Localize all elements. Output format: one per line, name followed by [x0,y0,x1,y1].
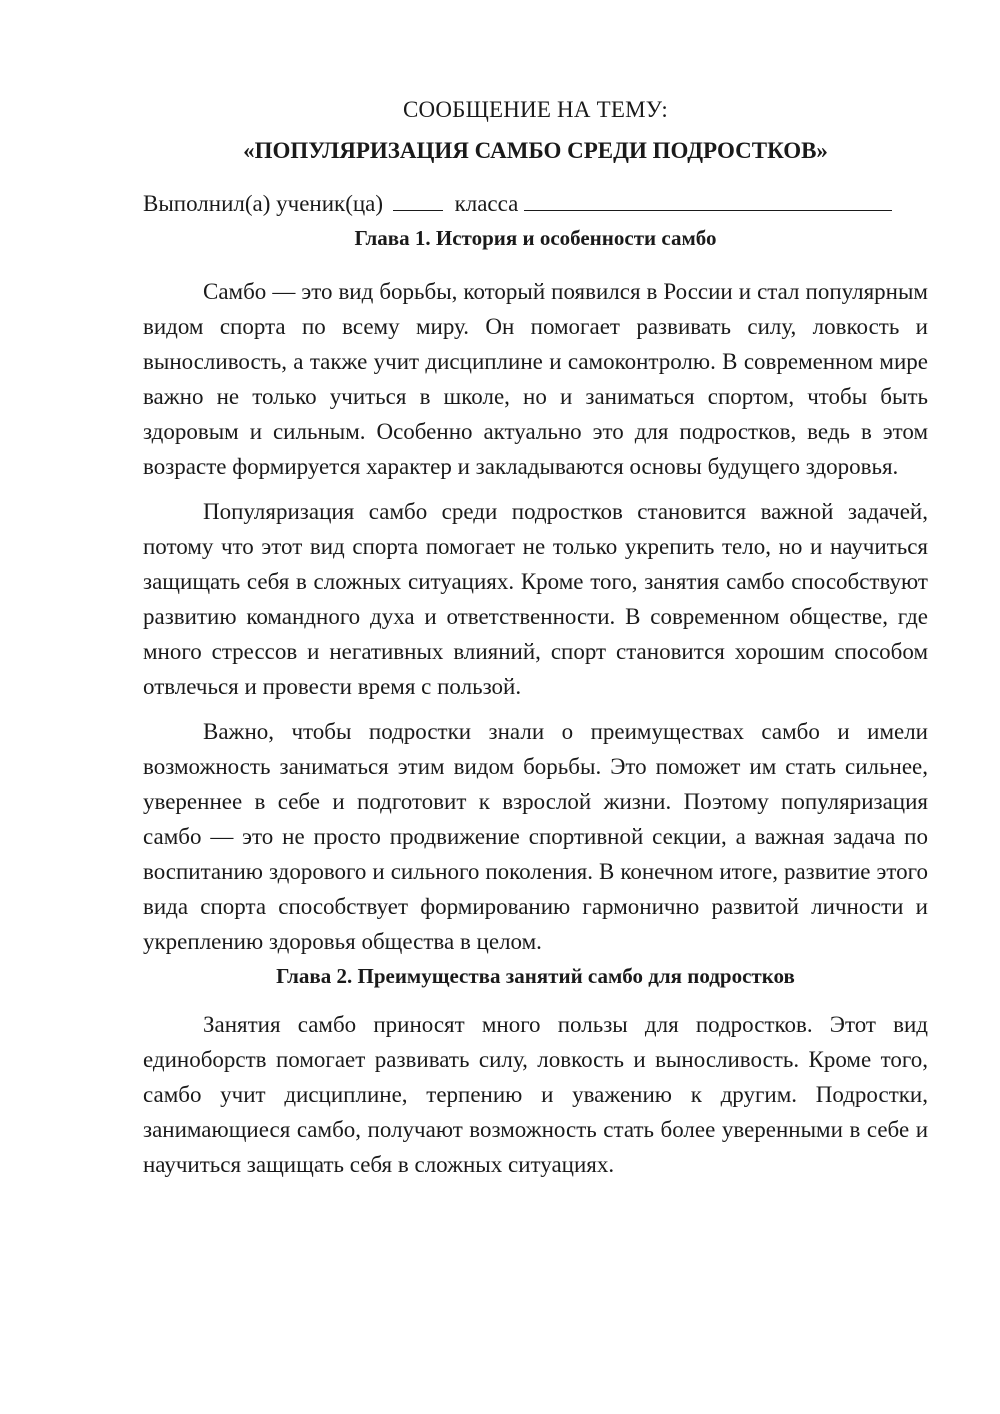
document-body [143,92,928,1182]
document-title: «ПОПУЛЯРИЗАЦИЯ САМБО СРЕДИ ПОДРОСТКОВ» [243,138,828,163]
chapter-2-paragraph: Занятия самбо приносят много пользы для подростков. Этот вид единоборств помогает развивать силу, ловкость и выносливость. Кроме того, самбо учит дисциплине, терпению и уважению к другим. Подростки, занимающиеся самбо, получают возможность стать более уверенными в себе и научиться защищать себя в сложных ситуациях. [143,1012,928,1177]
author-line [143,186,928,221]
class-label: класса [454,191,519,216]
chapter-1-paragraph: Самбо — это вид борьбы, который появился в России и стал популярным видом спорта по всему миру. Он помогает развивать силу, ловкость и выносливость, а также учит дисциплине и самоконтролю. В современном мире важно не только учиться в школе, но и заниматься спортом, чтобы быть здоровым и сильным. Особенно актуально это для подростков, ведь в этом возрасте формируется характер и закладываются основы будущего здоровья. [143,279,928,479]
chapter-1-paragraph: Важно, чтобы подростки знали о преимуществах самбо и имели возможность заниматься этим видом борьбы. Это поможет им стать сильнее, увереннее в себе и подготовит к взрослой жизни. Поэтому популяризация самбо — это не просто продвижение спортивной секции, а важная задача по воспитанию здорового и сильного поколения. В конечном итоге, развитие этого вида спорта способствует формированию гармонично развитой личности и укреплению здоровья общества в целом. [143,719,928,954]
chapter-2-heading: Глава 2. Преимущества занятий самбо для подростков [276,964,795,988]
chapter-1-paragraph: Популяризация самбо среди подростков становится важной задачей, потому что этот вид спорта помогает не только укрепить тело, но и научиться защищать себя в сложных ситуациях. Кроме того, занятия самбо способствуют развитию командного духа и ответственности. В современном обществе, где много стрессов и негативных влияний, спорт становится хорошим способом отвлечься и провести время с пользой. [143,499,928,699]
chapter-1-heading: Глава 1. История и особенности самбо [354,226,717,250]
class-number-blank [393,188,443,211]
document-title-topic: СООБЩЕНИЕ НА ТЕМУ: [403,97,668,122]
class-name-blank [524,188,892,211]
author-label: Выполнил(а) ученик(ца) [143,191,384,216]
